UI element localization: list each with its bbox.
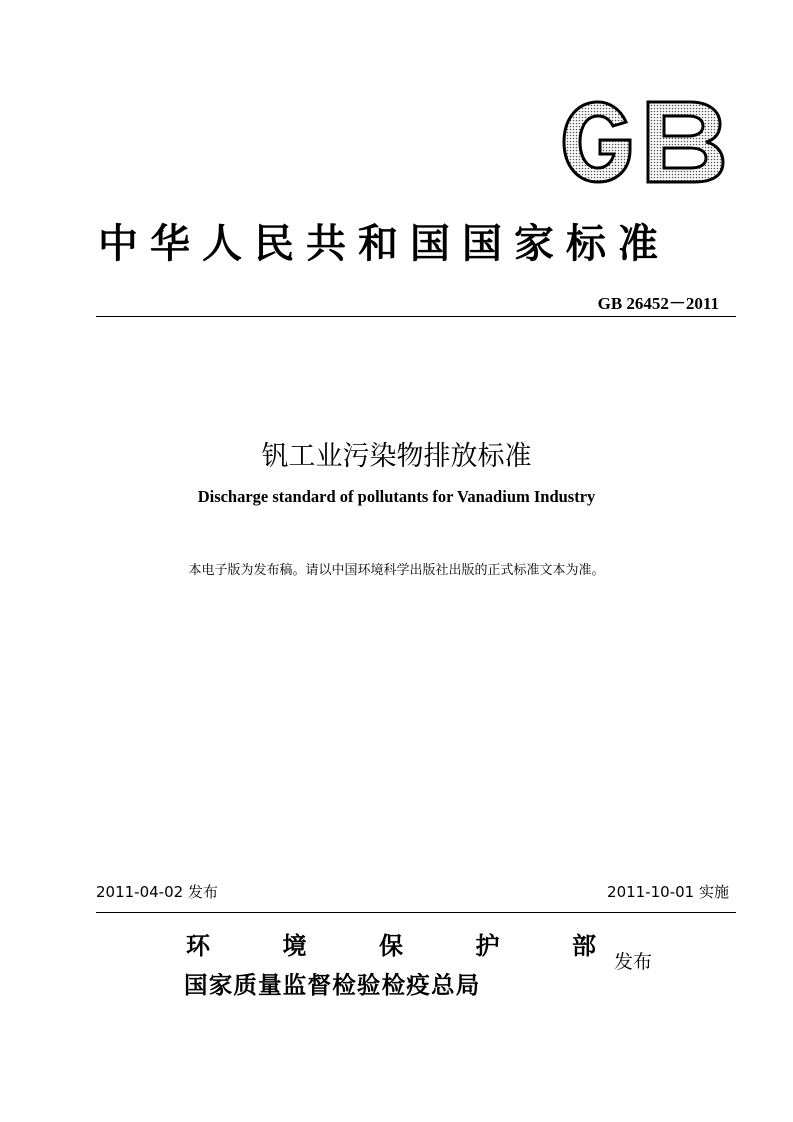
national-standard-title: 中华人民共和国国家标准 [98, 220, 670, 267]
issuer-ministry-char: 护 [475, 931, 500, 960]
issuer-ministry-char: 环 [186, 931, 210, 960]
standard-number: GB 26452－2011 [597, 294, 719, 313]
issue-date: 2011-04-02 发布 [96, 883, 218, 901]
issuer-aqsiq: 国家质量监督检验检疫总局 [184, 971, 481, 999]
implementation-date: 2011-10-01 实施 [607, 883, 729, 901]
standard-title-cn: 钒工业污染物排放标准 [261, 441, 532, 472]
issuer-ministry-char: 境 [282, 931, 307, 960]
issuer-ministry [186, 926, 596, 961]
bottom-divider [96, 912, 736, 913]
gb-logo-icon [560, 98, 726, 186]
top-divider [96, 316, 736, 317]
standard-title-en: Discharge standard of pollutants for Vanadium Industry [197, 487, 596, 506]
issuer-ministry-char: 保 [379, 931, 403, 960]
edition-notice: 本电子版为发布稿。请以中国环境科学出版社出版的正式标准文本为准。 [188, 563, 605, 578]
publish-label: 发布 [614, 951, 653, 973]
issuer-ministry-char: 部 [572, 931, 596, 960]
